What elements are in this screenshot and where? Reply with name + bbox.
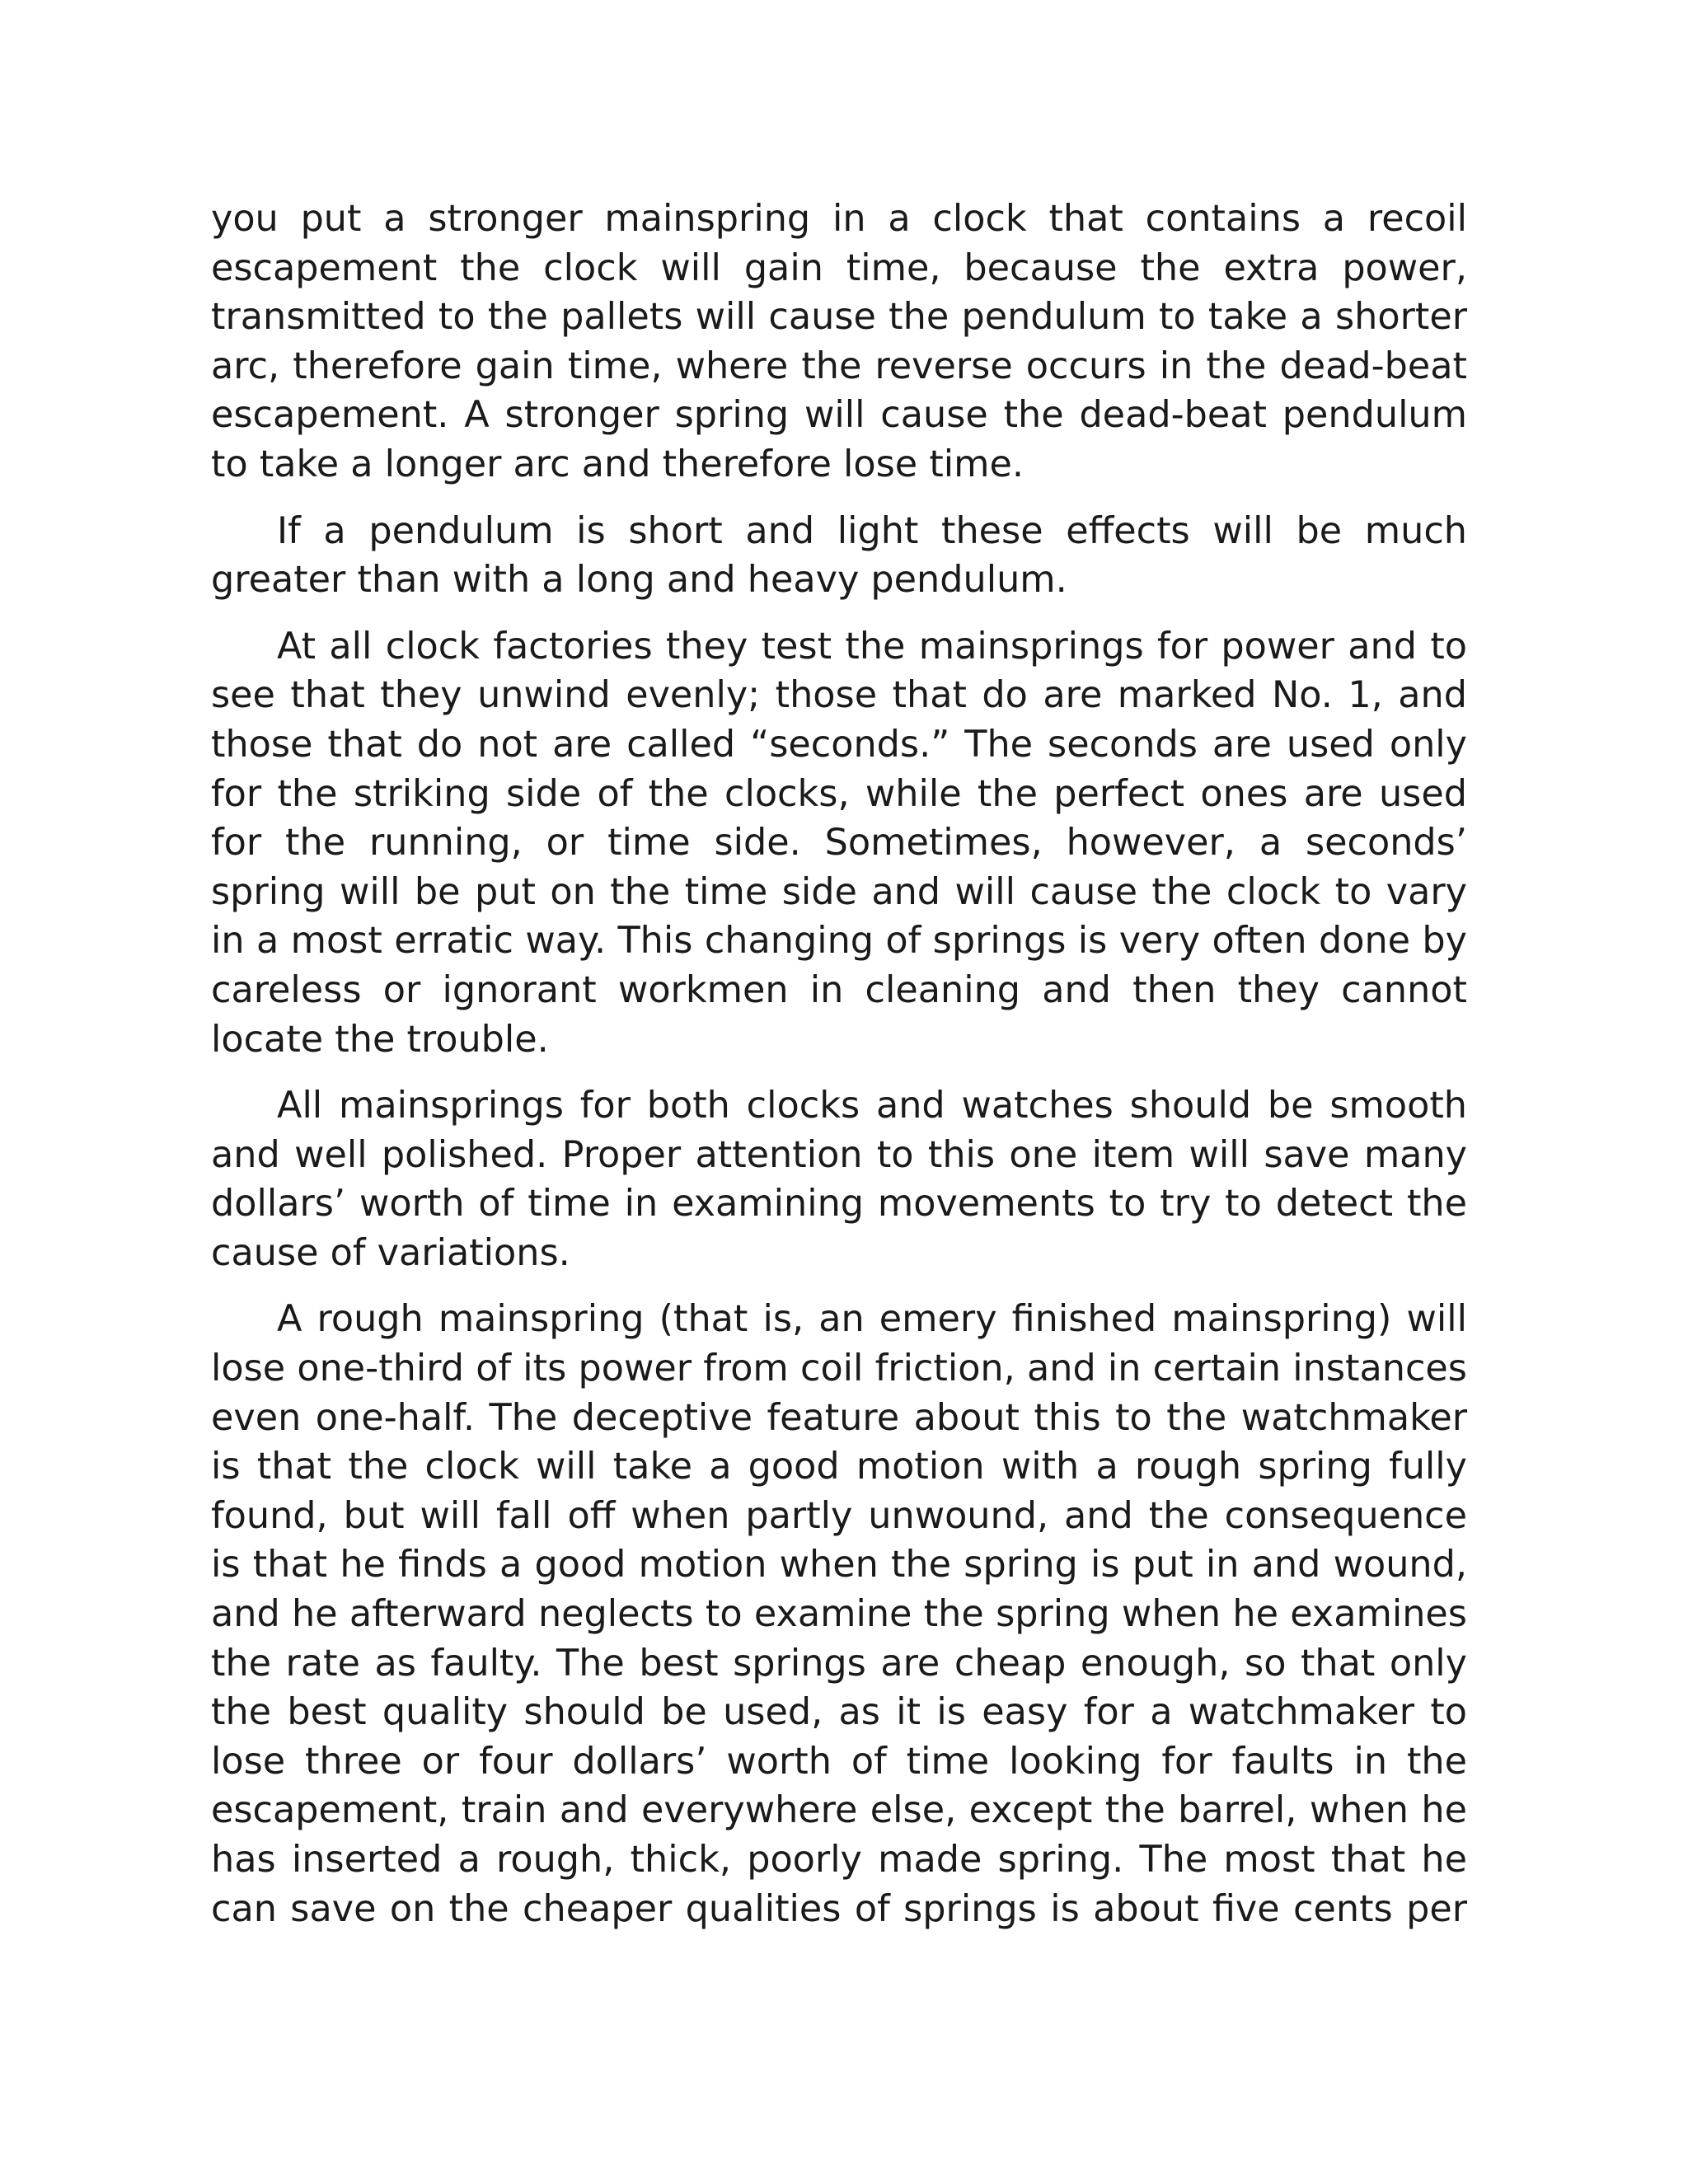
paragraph-pendulum-length: If a pendulum is short and light these effects will be much greater than with a long and heavy pendulum. <box>211 509 1467 602</box>
paragraph-polished-springs: All mainsprings for both clocks and watches should be smooth and well polished. Proper attention to this one item will save many dollars’ worth of time in examining movements to try to detect the cause of variations. <box>211 1085 1467 1274</box>
paragraph-continued: you put a stronger mainspring in a clock that contains a recoil escapement the clock will gain time, because the extra power, transmitted to the pallets will cause the pendulum to take a shorter arc, therefore gain time, where the reverse occurs in the dead-beat escapement. A stronger spring will cause the dead-beat pendulum to take a longer arc and therefore lose time. <box>211 198 1467 485</box>
document-page <box>211 194 1467 1951</box>
paragraph-rough-mainspring: A rough mainspring (that is, an emery finished mainspring) will lose one-third of its power from coil friction, and in certain instances even one-half. The deceptive feature about this to the watchmaker is that the clock will take a good motion with a rough spring fully found, but will fall off when partly unwound, and the consequence is that he finds a good motion when the spring is put in and wound, and he afterward neglects to examine the spring when he examines the rate as faulty. The best springs are cheap enough, so that only the best quality should be used, as it is easy for a watchmaker to lose three or four dollars’ worth of time looking for faults in the escapement, train and everywhere else, except the barrel, when he has inserted a rough, thick, poorly made spring. The most that he can save on the cheaper qualities of springs is about five cents per <box>211 1298 1467 1930</box>
paragraph-factory-testing: At all clock factories they test the mainsprings for power and to see that they unwind evenly; those that do are marked No. 1, and those that do not are called “seconds.” The seconds are used only for the striking side of the clocks, while the perfect ones are used for the running, or time side. Sometimes, however, a seconds’ spring will be put on the time side and will cause the clock to vary in a most erratic way. This changing of springs is very often done by careless or ignorant workmen in cleaning and then they cannot locate the trouble. <box>211 625 1467 1061</box>
